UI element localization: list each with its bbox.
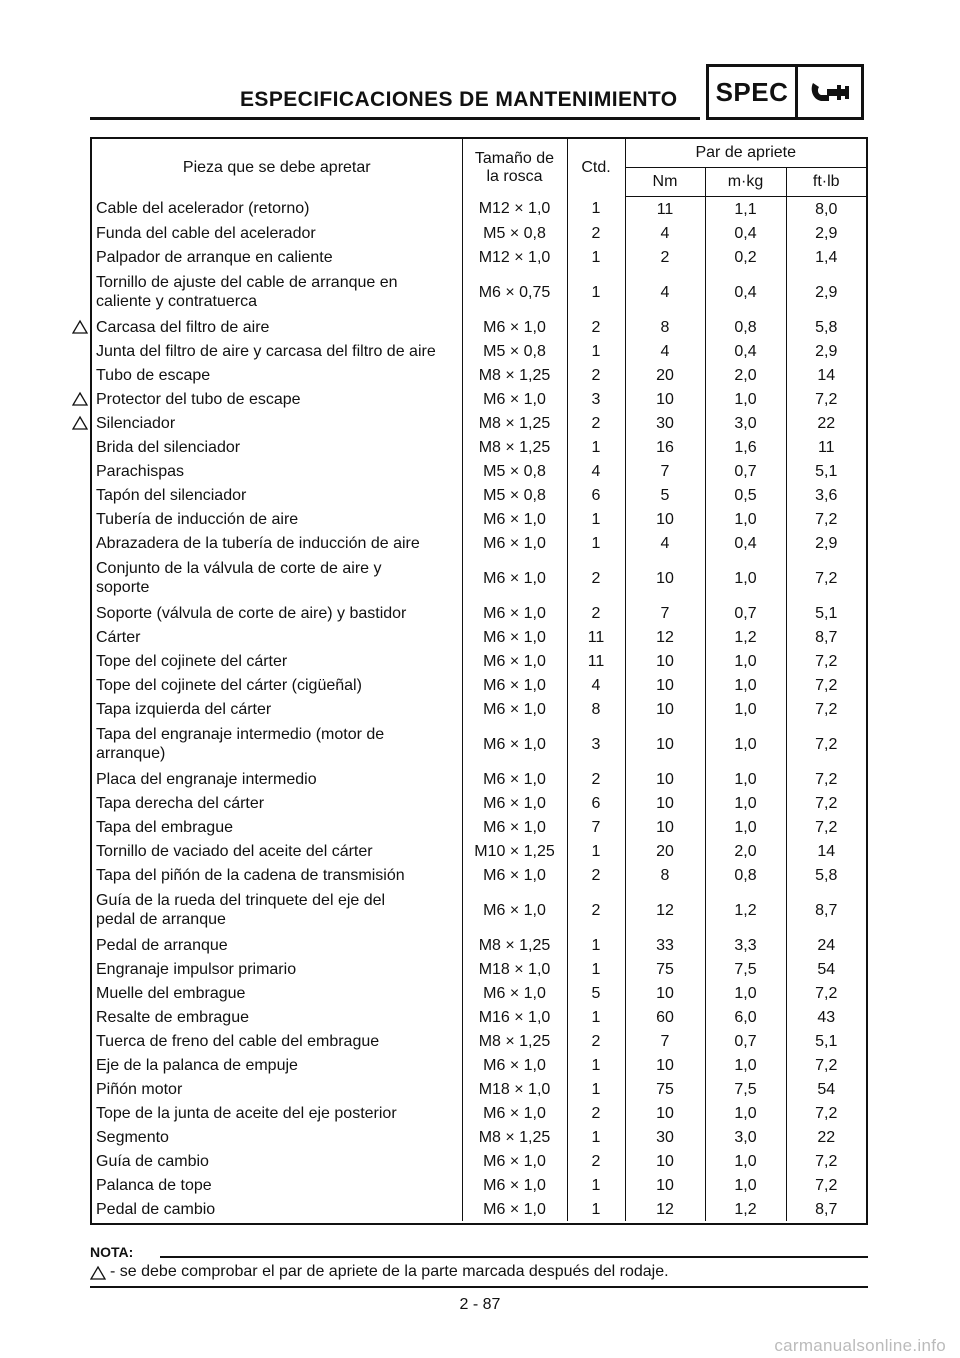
cell-part: Carcasa del filtro de aire	[96, 318, 270, 336]
cell-thread-size: M8 × 1,25	[462, 411, 567, 435]
cell-thread-size: M16 × 1,0	[462, 1005, 567, 1029]
table-row	[92, 981, 866, 1005]
table-row	[92, 839, 866, 863]
cell-nm: 7	[625, 601, 705, 625]
cell-ftlb: 54	[786, 1077, 866, 1101]
cell-qty: 4	[567, 673, 625, 697]
table-row	[92, 933, 866, 957]
cell-mkg: 1,0	[705, 1149, 786, 1173]
cell-mkg: 3,0	[705, 411, 786, 435]
cell-part: Silenciador	[96, 414, 176, 432]
spec-label: SPEC	[709, 67, 798, 117]
cell-nm: 10	[625, 791, 705, 815]
cell-ftlb: 7,2	[786, 673, 866, 697]
cell-qty: 11	[567, 649, 625, 673]
table-row	[92, 315, 866, 339]
cell-ftlb: 7,2	[786, 815, 866, 839]
cell-part: Tornillo de ajuste del cable de arranque en caliente y contratuerca	[96, 274, 398, 310]
cell-thread-size: M10 × 1,25	[462, 839, 567, 863]
cell-nm: 33	[625, 933, 705, 957]
cell-part: Tubería de inducción de aire	[96, 510, 299, 528]
table-row	[92, 269, 866, 315]
cell-ftlb: 22	[786, 1125, 866, 1149]
cell-thread-size: M6 × 1,0	[462, 791, 567, 815]
cell-qty: 3	[567, 721, 625, 767]
cell-mkg: 1,2	[705, 1197, 786, 1221]
triangle-mark-icon	[72, 319, 88, 335]
cell-thread-size: M6 × 1,0	[462, 721, 567, 767]
cell-mkg: 1,0	[705, 981, 786, 1005]
cell-ftlb: 14	[786, 363, 866, 387]
cell-ftlb: 14	[786, 839, 866, 863]
cell-nm: 10	[625, 673, 705, 697]
cell-mkg: 0,7	[705, 459, 786, 483]
cell-nm: 4	[625, 269, 705, 315]
cell-mkg: 1,2	[705, 887, 786, 933]
cell-mkg: 1,1	[705, 197, 786, 222]
table-row	[92, 863, 866, 887]
cell-part: Tapa del piñón de la cadena de transmisión	[96, 866, 405, 884]
cell-mkg: 1,0	[705, 1101, 786, 1125]
cell-thread-size: M6 × 1,0	[462, 887, 567, 933]
cell-part: Soporte (válvula de corte de aire) y bastidor	[96, 604, 407, 622]
cell-thread-size: M6 × 1,0	[462, 981, 567, 1005]
cell-nm: 12	[625, 887, 705, 933]
cell-mkg: 0,4	[705, 221, 786, 245]
cell-part: Resalte de embrague	[96, 1008, 249, 1026]
cell-qty: 2	[567, 863, 625, 887]
cell-nm: 2	[625, 245, 705, 269]
cell-nm: 10	[625, 649, 705, 673]
cell-qty: 1	[567, 245, 625, 269]
cell-thread-size: M6 × 1,0	[462, 1197, 567, 1221]
cell-thread-size: M6 × 1,0	[462, 315, 567, 339]
cell-part: Tapa izquierda del cárter	[96, 700, 272, 718]
cell-ftlb: 2,9	[786, 269, 866, 315]
cell-mkg: 0,2	[705, 245, 786, 269]
cell-qty: 1	[567, 269, 625, 315]
triangle-mark-icon	[90, 1265, 106, 1281]
cell-part: Funda del cable del acelerador	[96, 224, 316, 242]
cell-mkg: 3,3	[705, 933, 786, 957]
cell-qty: 2	[567, 1149, 625, 1173]
cell-nm: 10	[625, 1053, 705, 1077]
cell-qty: 3	[567, 387, 625, 411]
cell-ftlb: 7,2	[786, 1149, 866, 1173]
table-row	[92, 1173, 866, 1197]
table-row	[92, 815, 866, 839]
triangle-mark-icon	[72, 391, 88, 407]
cell-qty: 8	[567, 697, 625, 721]
cell-thread-size: M8 × 1,25	[462, 1029, 567, 1053]
cell-part: Tope del cojinete del cárter (cigüeñal)	[96, 676, 362, 694]
cell-ftlb: 5,1	[786, 459, 866, 483]
cell-part: Tapa derecha del cárter	[96, 794, 265, 812]
cell-ftlb: 7,2	[786, 791, 866, 815]
cell-qty: 1	[567, 1053, 625, 1077]
note-text: - se debe comprobar el par de apriete de la parte marcada después del rodaje.	[110, 1263, 669, 1280]
cell-ftlb: 7,2	[786, 697, 866, 721]
cell-qty: 2	[567, 555, 625, 601]
cell-mkg: 1,0	[705, 721, 786, 767]
cell-ftlb: 7,2	[786, 387, 866, 411]
watermark: carmanualsonline.info	[774, 1336, 946, 1355]
cell-nm: 30	[625, 411, 705, 435]
table-row	[92, 1053, 866, 1077]
cell-thread-size: M6 × 1,0	[462, 625, 567, 649]
cell-mkg: 0,8	[705, 315, 786, 339]
cell-qty: 2	[567, 363, 625, 387]
table-row	[92, 507, 866, 531]
cell-thread-size: M6 × 1,0	[462, 815, 567, 839]
header-nm: Nm	[625, 168, 705, 197]
cell-mkg: 0,7	[705, 1029, 786, 1053]
cell-thread-size: M6 × 1,0	[462, 1101, 567, 1125]
cell-mkg: 1,0	[705, 697, 786, 721]
cell-qty: 1	[567, 933, 625, 957]
cell-nm: 20	[625, 839, 705, 863]
cell-qty: 2	[567, 315, 625, 339]
cell-part: Tope de la junta de aceite del eje posterior	[96, 1104, 397, 1122]
table-row	[92, 197, 866, 222]
cell-qty: 2	[567, 601, 625, 625]
cell-nm: 7	[625, 459, 705, 483]
cell-thread-size: M6 × 1,0	[462, 767, 567, 791]
cell-ftlb: 24	[786, 933, 866, 957]
table-row	[92, 435, 866, 459]
cell-nm: 5	[625, 483, 705, 507]
wrench-icon	[798, 67, 861, 117]
cell-mkg: 1,0	[705, 815, 786, 839]
cell-mkg: 1,0	[705, 673, 786, 697]
cell-mkg: 1,0	[705, 1053, 786, 1077]
cell-ftlb: 5,1	[786, 1029, 866, 1053]
cell-thread-size: M6 × 1,0	[462, 555, 567, 601]
cell-mkg: 2,0	[705, 363, 786, 387]
note-rule	[160, 1256, 868, 1258]
cell-nm: 10	[625, 1149, 705, 1173]
cell-ftlb: 5,8	[786, 863, 866, 887]
table-row	[92, 601, 866, 625]
page-number: 2 - 87	[459, 1296, 501, 1313]
cell-nm: 10	[625, 981, 705, 1005]
cell-ftlb: 2,9	[786, 531, 866, 555]
cell-thread-size: M6 × 1,0	[462, 697, 567, 721]
cell-mkg: 0,4	[705, 531, 786, 555]
table-row	[92, 1005, 866, 1029]
cell-ftlb: 2,9	[786, 339, 866, 363]
cell-nm: 8	[625, 315, 705, 339]
cell-mkg: 6,0	[705, 1005, 786, 1029]
table-row	[92, 957, 866, 981]
cell-qty: 1	[567, 507, 625, 531]
header-ftlb: ft·lb	[786, 168, 866, 197]
cell-ftlb: 8,0	[786, 197, 866, 222]
cell-qty: 1	[567, 197, 625, 222]
cell-part: Guía de cambio	[96, 1152, 209, 1170]
cell-nm: 10	[625, 555, 705, 601]
cell-part: Cárter	[96, 628, 141, 646]
header-part: Pieza que se debe apretar	[182, 158, 371, 176]
header-torque: Par de apriete	[625, 139, 866, 168]
cell-qty: 1	[567, 531, 625, 555]
cell-ftlb: 43	[786, 1005, 866, 1029]
cell-nm: 12	[625, 625, 705, 649]
cell-qty: 1	[567, 1197, 625, 1221]
table-row	[92, 1149, 866, 1173]
cell-ftlb: 8,7	[786, 625, 866, 649]
cell-thread-size: M8 × 1,25	[462, 363, 567, 387]
cell-nm: 10	[625, 815, 705, 839]
cell-part: Junta del filtro de aire y carcasa del filtro de aire	[96, 342, 436, 360]
triangle-mark-icon	[72, 415, 88, 431]
cell-qty: 5	[567, 981, 625, 1005]
cell-part: Placa del engranaje intermedio	[96, 770, 317, 788]
cell-mkg: 2,0	[705, 839, 786, 863]
table-row	[92, 339, 866, 363]
cell-qty: 6	[567, 483, 625, 507]
cell-part: Pedal de cambio	[96, 1200, 216, 1218]
cell-mkg: 1,0	[705, 507, 786, 531]
page-title: ESPECIFICACIONES DE MANTENIMIENTO	[240, 88, 678, 111]
cell-mkg: 3,0	[705, 1125, 786, 1149]
table-row	[92, 1077, 866, 1101]
cell-nm: 16	[625, 435, 705, 459]
cell-mkg: 1,0	[705, 555, 786, 601]
cell-part: Protector del tubo de escape	[96, 390, 301, 408]
cell-part: Tope del cojinete del cárter	[96, 652, 288, 670]
cell-nm: 75	[625, 1077, 705, 1101]
cell-thread-size: M6 × 1,0	[462, 1149, 567, 1173]
cell-part: Tornillo de vaciado del aceite del cárter	[96, 842, 373, 860]
cell-thread-size: M6 × 1,0	[462, 387, 567, 411]
cell-qty: 1	[567, 1077, 625, 1101]
cell-ftlb: 7,2	[786, 1053, 866, 1077]
cell-ftlb: 54	[786, 957, 866, 981]
cell-mkg: 1,0	[705, 387, 786, 411]
table-row	[92, 673, 866, 697]
cell-qty: 4	[567, 459, 625, 483]
cell-nm: 4	[625, 221, 705, 245]
cell-part: Conjunto de la válvula de corte de aire y soporte	[96, 560, 382, 596]
cell-part: Segmento	[96, 1128, 169, 1146]
table-row	[92, 221, 866, 245]
table-row	[92, 555, 866, 601]
cell-nm: 10	[625, 721, 705, 767]
cell-part: Abrazadera de la tubería de inducción de aire	[96, 534, 420, 552]
cell-part: Pedal de arranque	[96, 936, 228, 954]
cell-thread-size: M12 × 1,0	[462, 197, 567, 222]
cell-nm: 10	[625, 1173, 705, 1197]
cell-qty: 1	[567, 1125, 625, 1149]
cell-thread-size: M5 × 0,8	[462, 339, 567, 363]
cell-ftlb: 22	[786, 411, 866, 435]
cell-mkg: 0,4	[705, 269, 786, 315]
cell-qty: 11	[567, 625, 625, 649]
cell-part: Tuerca de freno del cable del embrague	[96, 1032, 380, 1050]
table-row	[92, 483, 866, 507]
cell-thread-size: M12 × 1,0	[462, 245, 567, 269]
cell-nm: 10	[625, 387, 705, 411]
header-mkg: m·kg	[705, 168, 786, 197]
cell-part: Palanca de tope	[96, 1176, 212, 1194]
cell-part: Engranaje impulsor primario	[96, 960, 297, 978]
cell-thread-size: M6 × 1,0	[462, 1053, 567, 1077]
cell-nm: 4	[625, 339, 705, 363]
cell-nm: 4	[625, 531, 705, 555]
table-row	[92, 1125, 866, 1149]
cell-mkg: 1,0	[705, 791, 786, 815]
cell-qty: 6	[567, 791, 625, 815]
header-qty: Ctd.	[567, 139, 625, 197]
table-row	[92, 649, 866, 673]
cell-nm: 30	[625, 1125, 705, 1149]
cell-thread-size: M6 × 1,0	[462, 531, 567, 555]
cell-qty: 2	[567, 887, 625, 933]
table-row	[92, 411, 866, 435]
title-rule	[90, 117, 700, 120]
cell-nm: 8	[625, 863, 705, 887]
cell-mkg: 1,0	[705, 649, 786, 673]
cell-nm: 10	[625, 1101, 705, 1125]
table-row	[92, 245, 866, 269]
cell-part: Parachispas	[96, 462, 185, 480]
table-row	[92, 1101, 866, 1125]
cell-thread-size: M6 × 1,0	[462, 863, 567, 887]
cell-thread-size: M6 × 1,0	[462, 1173, 567, 1197]
torque-table	[90, 137, 868, 1225]
cell-mkg: 1,0	[705, 767, 786, 791]
cell-ftlb: 3,6	[786, 483, 866, 507]
cell-mkg: 0,7	[705, 601, 786, 625]
cell-nm: 10	[625, 767, 705, 791]
cell-thread-size: M6 × 1,0	[462, 649, 567, 673]
note-rule-bottom	[90, 1286, 868, 1288]
cell-mkg: 1,2	[705, 625, 786, 649]
cell-mkg: 0,5	[705, 483, 786, 507]
cell-mkg: 7,5	[705, 957, 786, 981]
table-row	[92, 1029, 866, 1053]
cell-ftlb: 11	[786, 435, 866, 459]
cell-thread-size: M5 × 0,8	[462, 221, 567, 245]
cell-ftlb: 7,2	[786, 721, 866, 767]
cell-nm: 10	[625, 507, 705, 531]
cell-qty: 1	[567, 957, 625, 981]
cell-thread-size: M6 × 0,75	[462, 269, 567, 315]
cell-part: Tapón del silenciador	[96, 486, 247, 504]
cell-part: Muelle del embrague	[96, 984, 246, 1002]
cell-ftlb: 7,2	[786, 1101, 866, 1125]
cell-ftlb: 7,2	[786, 649, 866, 673]
cell-mkg: 0,4	[705, 339, 786, 363]
table-row	[92, 791, 866, 815]
cell-part: Eje de la palanca de empuje	[96, 1056, 298, 1074]
cell-thread-size: M6 × 1,0	[462, 673, 567, 697]
cell-ftlb: 5,1	[786, 601, 866, 625]
cell-qty: 7	[567, 815, 625, 839]
cell-qty: 2	[567, 1029, 625, 1053]
cell-ftlb: 8,7	[786, 1197, 866, 1221]
table-row	[92, 767, 866, 791]
table-row	[92, 721, 866, 767]
cell-ftlb: 2,9	[786, 221, 866, 245]
cell-nm: 11	[625, 197, 705, 222]
cell-part: Tapa del embrague	[96, 818, 233, 836]
cell-mkg: 1,6	[705, 435, 786, 459]
table-body	[92, 197, 866, 1222]
cell-thread-size: M5 × 0,8	[462, 483, 567, 507]
cell-part: Guía de la rueda del trinquete del eje del pedal de arranque	[96, 892, 386, 928]
cell-ftlb: 7,2	[786, 1173, 866, 1197]
table-row	[92, 625, 866, 649]
cell-qty: 2	[567, 767, 625, 791]
table-row	[92, 363, 866, 387]
cell-ftlb: 1,4	[786, 245, 866, 269]
cell-qty: 1	[567, 1173, 625, 1197]
cell-thread-size: M8 × 1,25	[462, 435, 567, 459]
cell-mkg: 0,8	[705, 863, 786, 887]
cell-nm: 10	[625, 697, 705, 721]
cell-part: Cable del acelerador (retorno)	[96, 200, 310, 218]
cell-ftlb: 8,7	[786, 887, 866, 933]
cell-qty: 2	[567, 1101, 625, 1125]
cell-qty: 1	[567, 1005, 625, 1029]
table-row	[92, 1197, 866, 1221]
cell-nm: 20	[625, 363, 705, 387]
header-thread-size: Tamaño de la rosca	[462, 139, 567, 197]
cell-ftlb: 7,2	[786, 767, 866, 791]
cell-ftlb: 7,2	[786, 981, 866, 1005]
cell-part: Tubo de escape	[96, 366, 211, 384]
cell-ftlb: 5,8	[786, 315, 866, 339]
cell-thread-size: M8 × 1,25	[462, 1125, 567, 1149]
cell-part: Tapa del engranaje intermedio (motor de arranque)	[96, 726, 385, 762]
cell-nm: 12	[625, 1197, 705, 1221]
cell-part: Piñón motor	[96, 1080, 183, 1098]
table-row	[92, 387, 866, 411]
cell-thread-size: M6 × 1,0	[462, 507, 567, 531]
cell-mkg: 1,0	[705, 1173, 786, 1197]
cell-part: Palpador de arranque en caliente	[96, 248, 333, 266]
cell-qty: 1	[567, 839, 625, 863]
table-row	[92, 531, 866, 555]
cell-nm: 7	[625, 1029, 705, 1053]
cell-thread-size: M5 × 0,8	[462, 459, 567, 483]
cell-qty: 2	[567, 221, 625, 245]
table-row	[92, 459, 866, 483]
cell-nm: 75	[625, 957, 705, 981]
cell-thread-size: M18 × 1,0	[462, 1077, 567, 1101]
cell-ftlb: 7,2	[786, 555, 866, 601]
cell-part: Brida del silenciador	[96, 438, 241, 456]
note-label: NOTA:	[90, 1244, 134, 1260]
table-row	[92, 887, 866, 933]
cell-nm: 60	[625, 1005, 705, 1029]
cell-thread-size: M8 × 1,25	[462, 933, 567, 957]
cell-thread-size: M18 × 1,0	[462, 957, 567, 981]
cell-qty: 2	[567, 411, 625, 435]
cell-mkg: 7,5	[705, 1077, 786, 1101]
cell-ftlb: 7,2	[786, 507, 866, 531]
cell-qty: 1	[567, 339, 625, 363]
table-row	[92, 697, 866, 721]
cell-qty: 1	[567, 435, 625, 459]
spec-badge	[706, 64, 864, 120]
cell-thread-size: M6 × 1,0	[462, 601, 567, 625]
